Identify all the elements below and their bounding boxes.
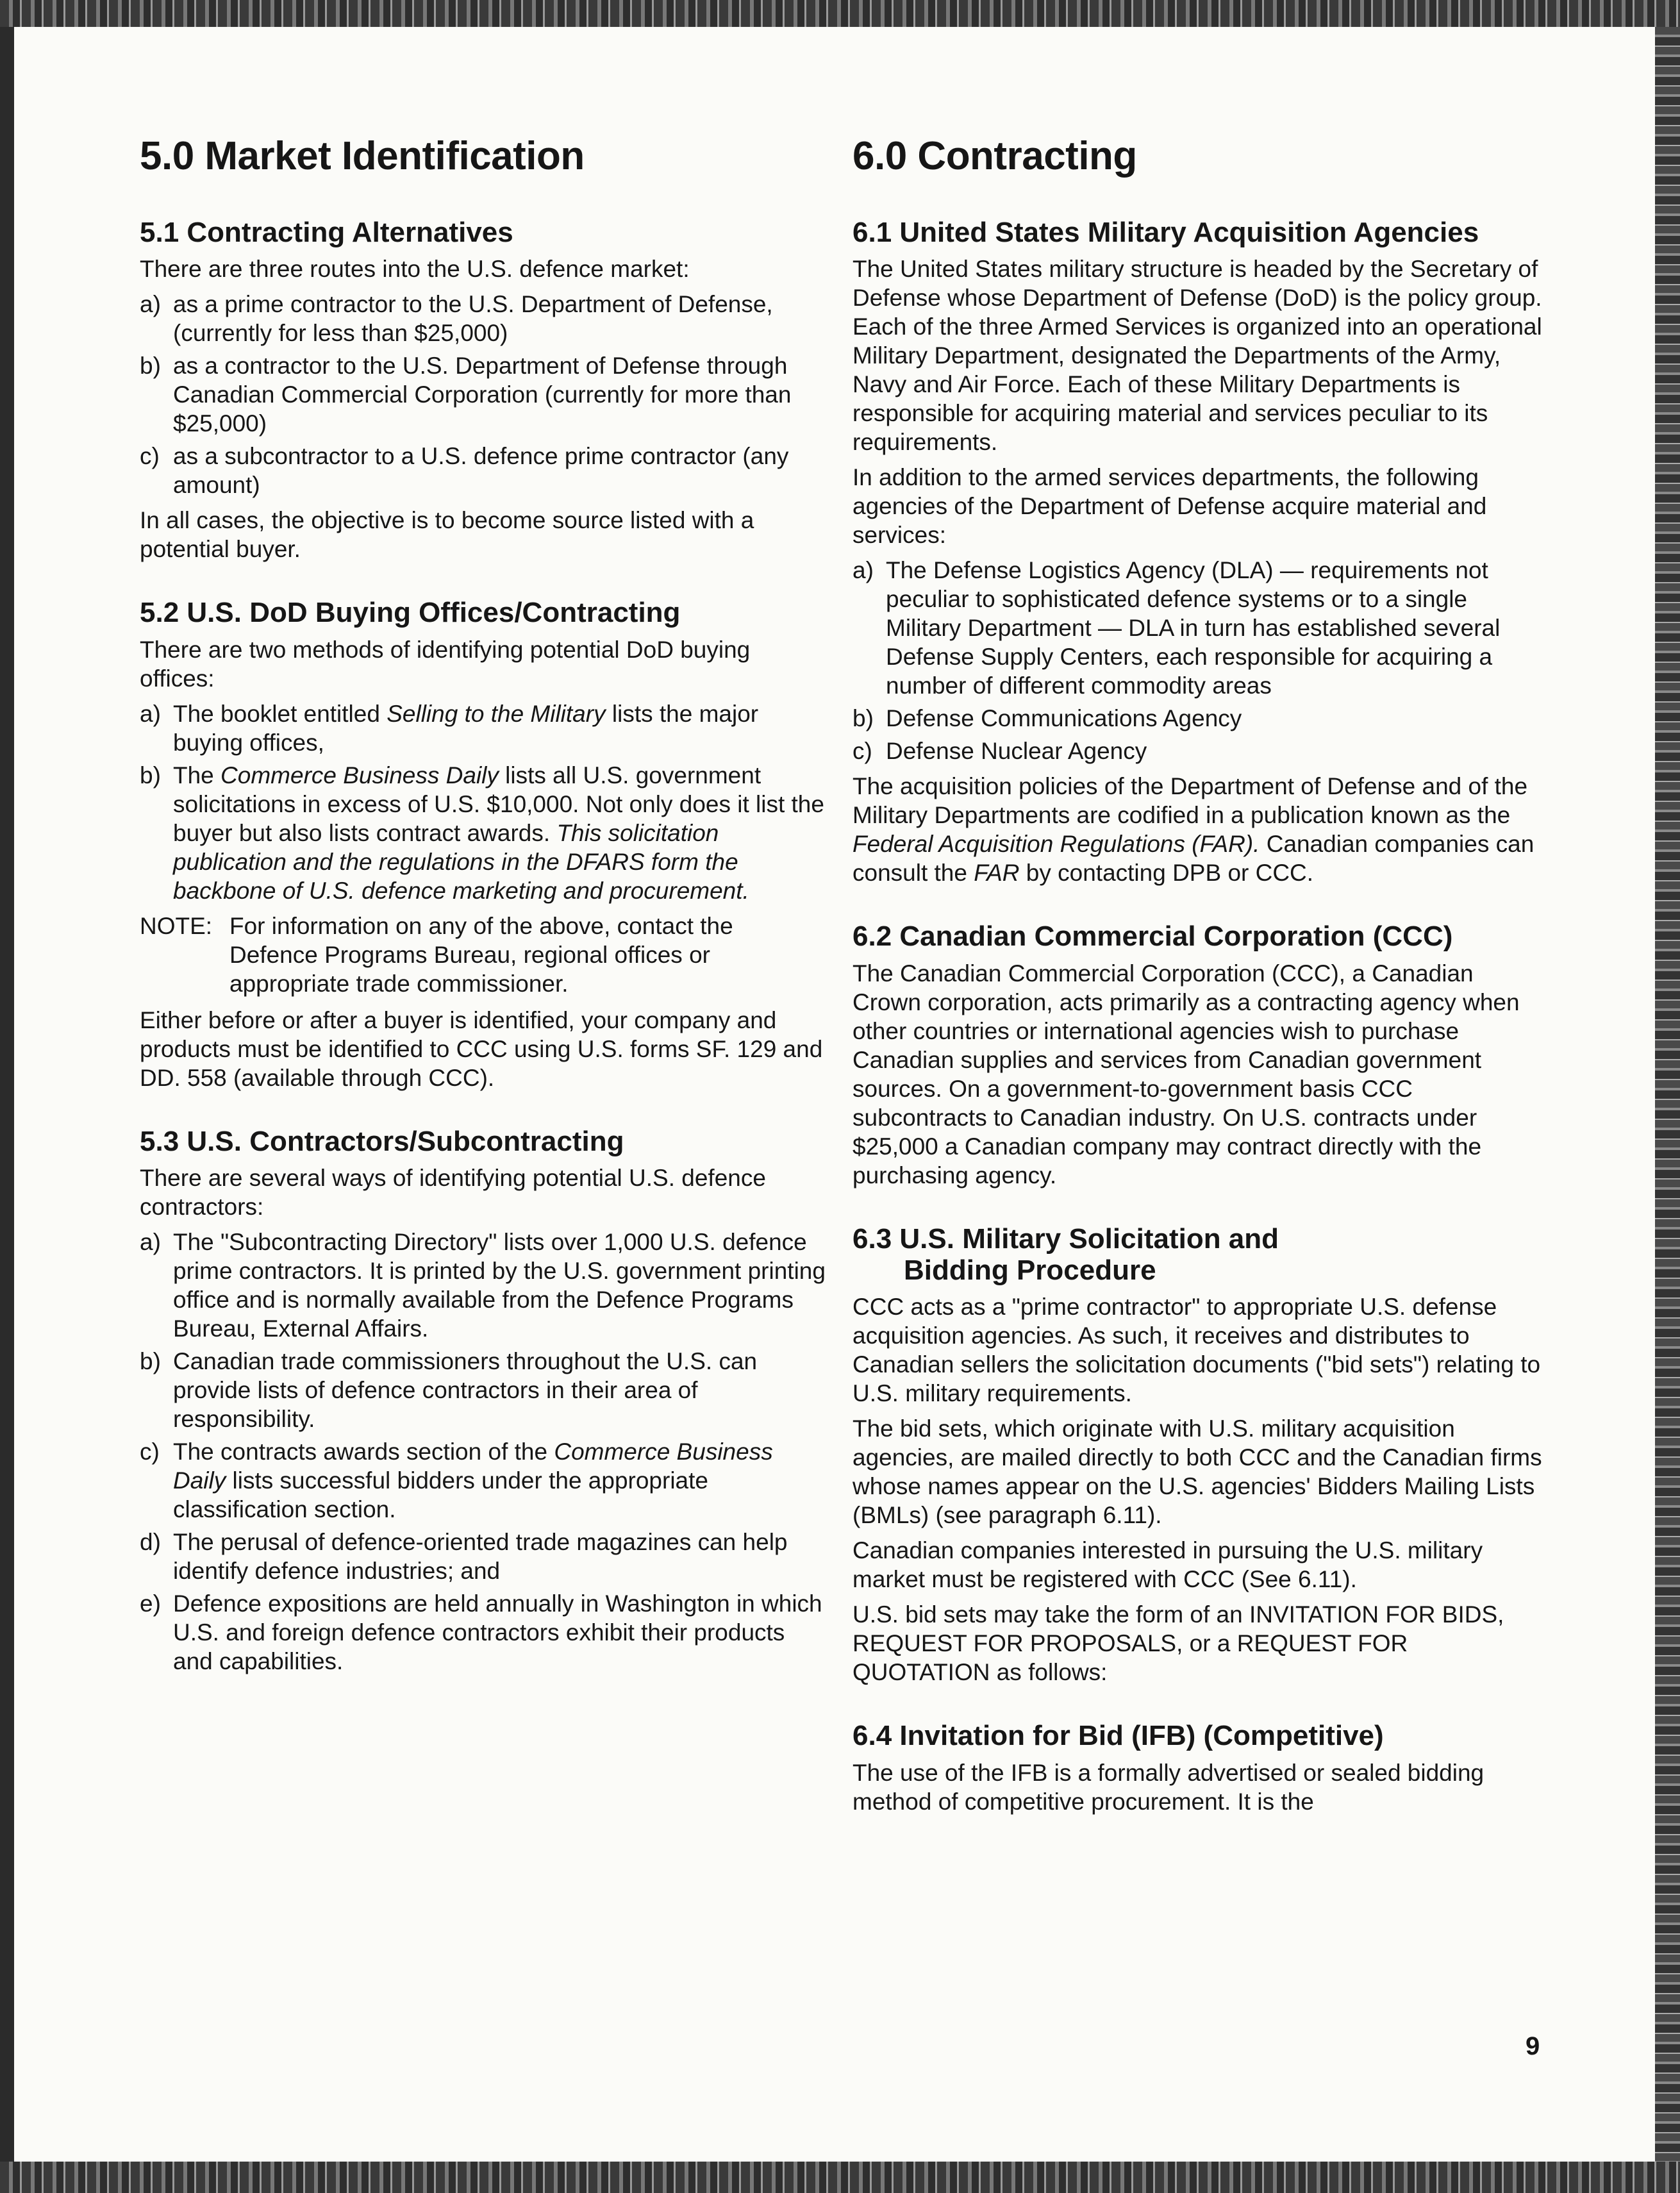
list-6-1 xyxy=(852,556,1545,765)
list-item: d) The perusal of defence-oriented trade magazines can help identify defence industries; and xyxy=(140,1528,788,1584)
paragraph-6-4-1: The use of the IFB is a formally advertised or sealed bidding method of competitive procurement. It is the xyxy=(852,1759,1485,1815)
list-item: a) as a prime contractor to the U.S. Department of Defense, (currently for less than $25,000) xyxy=(140,291,773,347)
scan-border-right xyxy=(1655,27,1680,2162)
paragraph-6-3-1: CCC acts as a "prime contractor" to appropriate U.S. defense acquisition agencies. As such, it receives and distributes to Canadian sellers the solicitation documents ("bid sets") relating to U.S. military requirements. xyxy=(852,1294,1541,1407)
list-item: b) Defense Communications Agency xyxy=(852,705,1242,732)
list-item: b) The Commerce Business Daily lists all U.S. government solicitations in excess of U.S. $10,000. Not only does it list the buyer but also lists contract awards. This solicitation publication and the regulations in the DFARS form the backbone of U.S. defence marketing and procurement. xyxy=(140,762,824,904)
paragraph-5-1-closing: In all cases, the objective is to become source listed with a potential buyer. xyxy=(140,507,754,563)
heading-5-1: 5.1 Contracting Alternatives xyxy=(140,217,513,249)
paragraph-5-2-closing: Either before or after a buyer is identified, your company and products must be identified to CCC using U.S. forms SF. 129 and DD. 558 (available through CCC). xyxy=(140,1006,823,1091)
paragraph-6-3-3: Canadian companies interested in pursuing the U.S. military market must be registered with CCC (See 6.11). xyxy=(852,1537,1483,1593)
heading-6-3: 6.3 U.S. Military Solicitation and Bidding Procedure xyxy=(852,1222,1279,1286)
paragraph-5-2-intro: There are two methods of identifying potential DoD buying offices: xyxy=(140,636,751,692)
paragraph-6-1-1: The United States military structure is headed by the Secretary of Defense whose Department of Defense (DoD) is the policy group. Each of the three Armed Services is organized into an operational Military Department, designated the Departments of the Army, Navy and Air Force. Each of these Military Departments is responsible for acquiring material and services peculiar to its requirements. xyxy=(852,256,1542,456)
list-item: c) as a subcontractor to a U.S. defence prime contractor (any amount) xyxy=(140,443,789,499)
section-title-5: 5.0 Market Identification xyxy=(140,134,585,178)
paragraph-5-3-intro: There are several ways of identifying potential U.S. defence contractors: xyxy=(140,1164,766,1220)
list-5-3 xyxy=(140,1228,826,1676)
section-title-6: 6.0 Contracting xyxy=(852,134,1137,178)
paragraph-6-3-2: The bid sets, which originate with U.S. military acquisition agencies, are mailed directly to both CCC and the Canadian firms whose names appear on the U.S. agencies' Bidders Mailing Lists (BMLs) (see paragraph 6.11). xyxy=(852,1415,1542,1529)
paragraph-6-1-2: In addition to the armed services departments, the following agencies of the Department of Defense acquire material and services: xyxy=(852,464,1487,549)
heading-6-4: 6.4 Invitation for Bid (IFB) (Competitive) xyxy=(852,1720,1384,1752)
left-column xyxy=(140,135,826,1682)
paragraph-6-3-4: U.S. bid sets may take the form of an INVITATION FOR BIDS, REQUEST FOR PROPOSALS, or a REQUEST FOR QUOTATION as follows: xyxy=(852,1601,1504,1686)
heading-5-3: 5.3 U.S. Contractors/Subcontracting xyxy=(140,1125,624,1157)
heading-6-1: 6.1 United States Military Acquisition Agencies xyxy=(852,217,1479,249)
paragraph-5-1-intro: There are three routes into the U.S. defence market: xyxy=(140,256,690,283)
list-item: a) The "Subcontracting Directory" lists over 1,000 U.S. defence prime contractors. It is printed by the U.S. government printing office and is normally available from the Defence Programs Bureau, External Affairs. xyxy=(140,1228,826,1342)
list-item: c) Defense Nuclear Agency xyxy=(852,738,1147,765)
list-item: c) The contracts awards section of the Commerce Business Daily lists successful bidders under the appropriate classification section. xyxy=(140,1438,773,1522)
paragraph-6-1-3: The acquisition policies of the Department of Defense and of the Military Departments are codified in a publication known as the Federal Acquisition Regulations (FAR). Canadian companies can consult the FAR by contacting DPB or CCC. xyxy=(852,773,1534,887)
list-5-1 xyxy=(140,290,826,499)
heading-6-2: 6.2 Canadian Commercial Corporation (CCC) xyxy=(852,921,1453,953)
page-number: 9 xyxy=(1526,2032,1540,2060)
list-item: a) The Defense Logistics Agency (DLA) — requirements not peculiar to sophisticated defence systems or to a single Military Department — DLA in turn has established several Defense Supply Centers, each responsible for acquiring a number of different commodity areas xyxy=(852,557,1501,699)
list-item: b) Canadian trade commissioners throughout the U.S. can provide lists of defence contractors in their area of responsibility. xyxy=(140,1347,758,1432)
note-label: NOTE: xyxy=(140,912,213,939)
scan-border-top xyxy=(0,0,1680,27)
right-column xyxy=(852,135,1545,1822)
list-5-2 xyxy=(140,699,826,905)
note-block xyxy=(140,912,826,998)
list-item: a) The booklet entitled Selling to the Military lists the major buying offices, xyxy=(140,700,759,756)
scan-border-bottom xyxy=(0,2162,1680,2193)
note-text: For information on any of the above, contact the Defence Programs Bureau, regional offices or appropriate trade commissioner. xyxy=(229,912,733,997)
list-item: e) Defence expositions are held annually in Washington in which U.S. and foreign defence contractors exhibit their products and capabilities. xyxy=(140,1590,822,1674)
paragraph-6-2-1: The Canadian Commercial Corporation (CCC), a Canadian Crown corporation, acts primarily as a contracting agency when other countries or international agencies wish to purchase Canadian supplies and services from Canadian government sources. On a government-to-government basis CCC subcontracts to Canadian industry. On U.S. contracts under $25,000 a Canadian company may contract directly with the purchasing agency. xyxy=(852,960,1520,1188)
list-item: b) as a contractor to the U.S. Department of Defense through Canadian Commercial Corporation (currently for more than $25,000) xyxy=(140,353,792,437)
heading-5-2: 5.2 U.S. DoD Buying Offices/Contracting xyxy=(140,597,681,629)
